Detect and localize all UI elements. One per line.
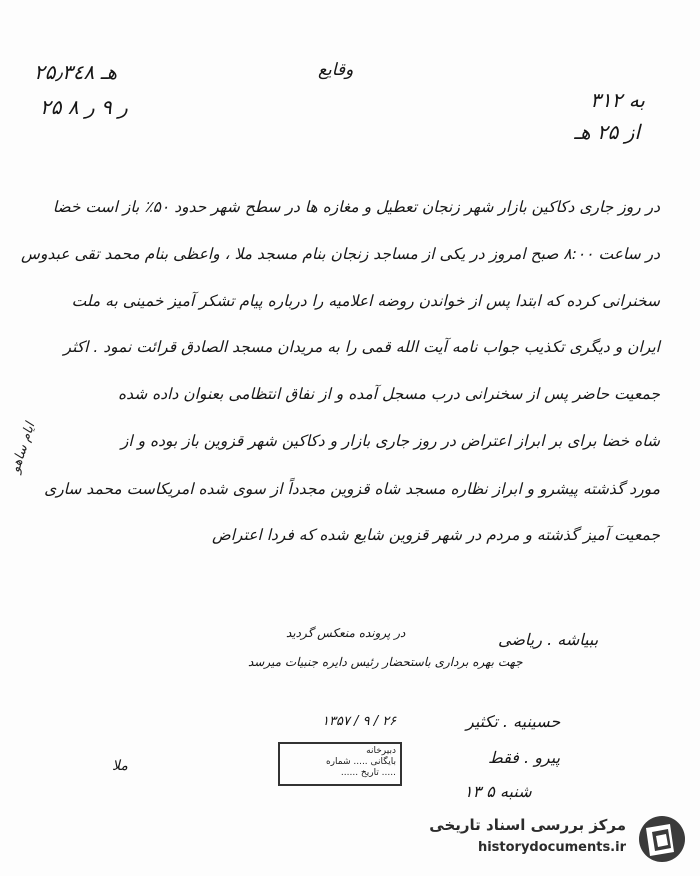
- routing-instruction: جهت بهره برداری باستحضار رئیس دایره جنبیات میرسد: [248, 655, 523, 669]
- margin-note: ایام ساهو: [8, 420, 39, 475]
- stamp-line: بایگانی ..... شماره: [325, 757, 396, 767]
- signature: ببیاشه . ریاضی: [498, 630, 599, 649]
- body-line: در ساعت ۸:۰۰ صبح امروز در یکی از مساجد زنجان بنام مسجد ملا ، واعظی بنام محمد تقی عبدوس: [21, 245, 660, 263]
- watermark-title: مرکز بررسی اسناد تاریخی: [429, 816, 626, 834]
- body-line: جمعیت حاضر پس از سخنرانی درب مسجل آمده و از نفاق انتظامی بعنوان داده شده: [117, 385, 660, 403]
- stamp-line: ..... تاریخ ......: [340, 768, 396, 778]
- handwritten-note: پیرو . فقط: [488, 748, 561, 767]
- body-line: جمعیت آمیز گذشته و مردم در شهر قزوین شایع شده که فردا اعتراض: [211, 526, 660, 544]
- date-stamp: ۱۳۵۷ / ۹ / ۲۶: [322, 714, 397, 729]
- sender-ref: از ۲۵ هـ: [574, 120, 640, 144]
- body-line: سخنرانی کرده که ابتدا پس از خواندن روضه اعلامیه را درباره پیام تشکر آمیز خمینی به ملت: [71, 292, 660, 310]
- stamp-line: دبیرخانه: [366, 746, 396, 756]
- watermark-url: historydocuments.ir: [477, 840, 626, 855]
- body-line: مورد گذشته پیشرو و ابراز نظاره مسجد شاه قزوین مجدداً از سوی شده امریکاست محمد ساری: [44, 480, 660, 498]
- handwritten-note: حسینیه . تکثیر: [466, 712, 561, 731]
- document-title: وقایع: [318, 60, 354, 80]
- body-line: شاه خضا برای بر ابراز اعتراض در روز جاری بازار و دکاکین شهر قزوین باز بوده و از: [120, 432, 660, 450]
- handwritten-note: شنبه ۵ ۱۳: [464, 782, 532, 801]
- body-line: در روز جاری دکاکین بازار شهر زنجان تعطیل و مغازه ها در سطح شهر حدود ۵۰٪ باز است خضا: [52, 198, 660, 216]
- body-line: ایران و دیگری تکذیب جواب نامه آیت الله قمی را به مریدان مسجد الصادق قرائت نمود . اکثر: [63, 338, 660, 356]
- archive-stamp: [278, 742, 402, 786]
- recipient-ref: به ۳۱۲: [590, 88, 645, 112]
- watermark: [418, 812, 694, 866]
- reference-number: ۲۵٫۳٤۸ هـ: [34, 60, 117, 84]
- archive-logo-icon: [636, 814, 688, 864]
- handwritten-mark: ملا: [112, 758, 128, 774]
- filing-instruction: در پرونده منعکس گردید: [286, 626, 406, 640]
- reference-date: ۲۵ ر ۹ ر ۸: [40, 95, 128, 119]
